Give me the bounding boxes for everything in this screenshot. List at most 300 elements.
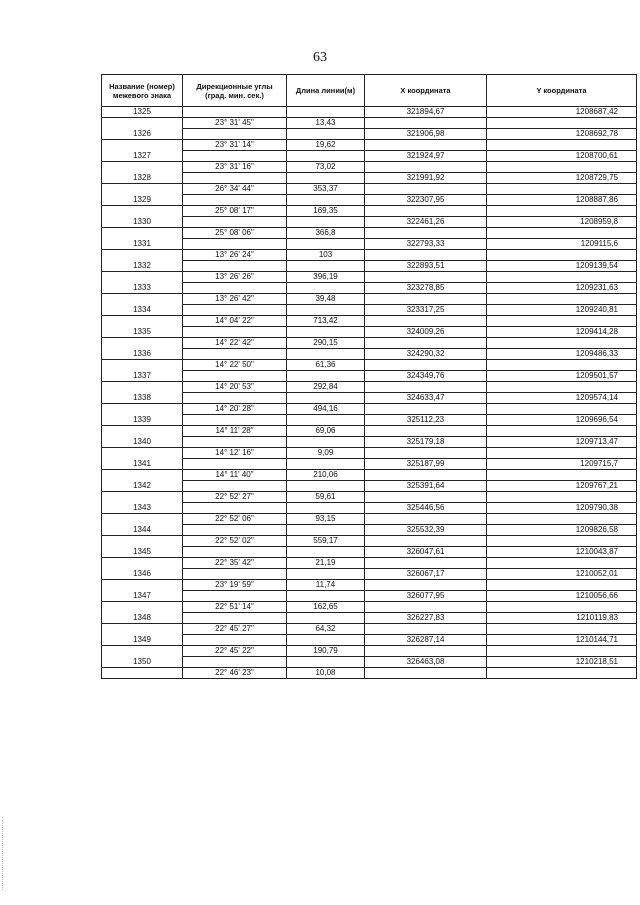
segment-row (102, 338, 637, 349)
direction-angle-cell: 13° 26' 26" (183, 272, 287, 283)
mark-name-cell: 1342 (102, 481, 183, 492)
line-length-cell: 103 (287, 250, 365, 261)
segment-row (102, 514, 637, 525)
empty-cell (102, 404, 183, 415)
x-coordinate-cell: 325179,18 (365, 437, 487, 448)
x-coordinate-cell: 323278,85 (365, 283, 487, 294)
empty-cell (287, 283, 365, 294)
point-row (102, 129, 637, 140)
empty-cell (102, 536, 183, 547)
empty-cell (365, 536, 487, 547)
empty-cell (365, 118, 487, 129)
empty-cell (287, 635, 365, 646)
direction-angle-cell: 14° 04' 22" (183, 316, 287, 327)
y-coordinate-cell: 1210218,51 (487, 657, 637, 668)
mark-name-cell: 1329 (102, 195, 183, 206)
segment-row (102, 140, 637, 151)
line-length-cell: 162,65 (287, 602, 365, 613)
point-row (102, 327, 637, 338)
point-row (102, 151, 637, 162)
segment-row (102, 382, 637, 393)
x-coordinate-cell: 324349,76 (365, 371, 487, 382)
empty-cell (102, 448, 183, 459)
segment-row (102, 228, 637, 239)
empty-cell (183, 371, 287, 382)
empty-cell (487, 118, 637, 129)
point-row (102, 547, 637, 558)
direction-angle-cell: 25° 08' 17" (183, 206, 287, 217)
empty-cell (287, 437, 365, 448)
segment-row (102, 470, 637, 481)
mark-name-cell: 1331 (102, 239, 183, 250)
direction-angle-cell: 22° 45' 27" (183, 624, 287, 635)
mark-name-cell: 1335 (102, 327, 183, 338)
mark-name-cell: 1334 (102, 305, 183, 316)
mark-name-cell: 1344 (102, 525, 183, 536)
empty-cell (365, 558, 487, 569)
x-coordinate-cell: 322307,95 (365, 195, 487, 206)
x-coordinate-cell: 323317,25 (365, 305, 487, 316)
x-coordinate-cell: 326287,14 (365, 635, 487, 646)
empty-cell (102, 624, 183, 635)
mark-name-cell: 1330 (102, 217, 183, 228)
empty-cell (102, 316, 183, 327)
x-coordinate-cell: 326227,83 (365, 613, 487, 624)
empty-cell (183, 393, 287, 404)
empty-cell (102, 228, 183, 239)
empty-cell (487, 536, 637, 547)
line-length-cell: 210,06 (287, 470, 365, 481)
empty-cell (487, 558, 637, 569)
segment-row (102, 426, 637, 437)
y-coordinate-cell: 1209715,7 (487, 459, 637, 470)
empty-cell (102, 184, 183, 195)
empty-cell (183, 459, 287, 470)
empty-cell (287, 569, 365, 580)
point-row (102, 635, 637, 646)
point-row (102, 371, 637, 382)
segment-row (102, 558, 637, 569)
empty-cell (487, 514, 637, 525)
point-row (102, 217, 637, 228)
empty-cell (365, 426, 487, 437)
direction-angle-cell: 22° 45' 22" (183, 646, 287, 657)
empty-cell (287, 415, 365, 426)
direction-angle-cell: 23° 31' 14" (183, 140, 287, 151)
y-coordinate-cell: 1209713,47 (487, 437, 637, 448)
empty-cell (287, 371, 365, 382)
y-coordinate-cell: 1210144,71 (487, 635, 637, 646)
line-length-cell: 39,48 (287, 294, 365, 305)
point-row (102, 437, 637, 448)
line-length-cell: 11,74 (287, 580, 365, 591)
direction-angle-cell: 22° 52' 02" (183, 536, 287, 547)
empty-cell (287, 525, 365, 536)
line-length-cell: 93,15 (287, 514, 365, 525)
empty-cell (365, 470, 487, 481)
x-coordinate-cell: 322461,26 (365, 217, 487, 228)
direction-angle-cell: 22° 46' 23" (183, 668, 287, 679)
segment-row (102, 118, 637, 129)
empty-cell (365, 316, 487, 327)
y-coordinate-cell: 1209231,63 (487, 283, 637, 294)
empty-cell (287, 129, 365, 140)
empty-cell (487, 360, 637, 371)
mark-name-cell: 1347 (102, 591, 183, 602)
line-length-cell: 59,61 (287, 492, 365, 503)
line-length-cell: 713,42 (287, 316, 365, 327)
x-coordinate-cell: 321906,98 (365, 129, 487, 140)
direction-angle-cell: 23° 19' 59" (183, 580, 287, 591)
x-coordinate-cell: 321924,97 (365, 151, 487, 162)
empty-cell (365, 184, 487, 195)
empty-cell (287, 459, 365, 470)
empty-cell (487, 316, 637, 327)
empty-cell (102, 382, 183, 393)
empty-cell (365, 250, 487, 261)
direction-angle-cell: 14° 11' 28" (183, 426, 287, 437)
direction-angle-cell: 25° 08' 06" (183, 228, 287, 239)
empty-cell (183, 481, 287, 492)
direction-angle-cell: 22° 52' 06" (183, 514, 287, 525)
mark-name-cell: 1325 (102, 107, 183, 118)
segment-row (102, 404, 637, 415)
segment-row (102, 184, 637, 195)
point-row (102, 305, 637, 316)
empty-cell (487, 140, 637, 151)
y-coordinate-cell: 1208887,86 (487, 195, 637, 206)
segment-row (102, 668, 637, 679)
empty-cell (365, 206, 487, 217)
line-length-cell: 353,37 (287, 184, 365, 195)
point-row (102, 283, 637, 294)
empty-cell (102, 558, 183, 569)
y-coordinate-cell: 1209414,28 (487, 327, 637, 338)
empty-cell (183, 195, 287, 206)
x-coordinate-cell: 321991,92 (365, 173, 487, 184)
line-length-cell: 69,06 (287, 426, 365, 437)
empty-cell (102, 294, 183, 305)
empty-cell (287, 481, 365, 492)
line-length-cell: 559,17 (287, 536, 365, 547)
empty-cell (487, 404, 637, 415)
mark-name-cell: 1349 (102, 635, 183, 646)
empty-cell (102, 118, 183, 129)
empty-cell (365, 294, 487, 305)
header-direction-angle: Дирекционные углы (град. мин. сек.) (183, 75, 287, 107)
y-coordinate-cell: 1210052,01 (487, 569, 637, 580)
mark-name-cell: 1341 (102, 459, 183, 470)
line-length-cell: 10,08 (287, 668, 365, 679)
y-coordinate-cell: 1209790,38 (487, 503, 637, 514)
empty-cell (365, 492, 487, 503)
empty-cell (287, 173, 365, 184)
empty-cell (183, 261, 287, 272)
y-coordinate-cell: 1209501,57 (487, 371, 637, 382)
empty-cell (487, 470, 637, 481)
line-length-cell: 396,19 (287, 272, 365, 283)
direction-angle-cell: 22° 51' 14" (183, 602, 287, 613)
empty-cell (487, 162, 637, 173)
x-coordinate-cell: 322793,33 (365, 239, 487, 250)
empty-cell (365, 448, 487, 459)
line-length-cell: 73,02 (287, 162, 365, 173)
margin-scan-marks (2, 820, 5, 890)
empty-cell (365, 162, 487, 173)
page-number: 63 (313, 50, 327, 65)
empty-cell (365, 338, 487, 349)
point-row (102, 173, 637, 184)
empty-cell (102, 646, 183, 657)
x-coordinate-cell: 322893,51 (365, 261, 487, 272)
y-coordinate-cell: 1210119,83 (487, 613, 637, 624)
y-coordinate-cell: 1210043,87 (487, 547, 637, 558)
direction-angle-cell: 13° 26' 42" (183, 294, 287, 305)
y-coordinate-cell: 1209486,33 (487, 349, 637, 360)
empty-cell (487, 250, 637, 261)
empty-cell (365, 140, 487, 151)
empty-cell (183, 613, 287, 624)
empty-cell (365, 668, 487, 679)
empty-cell (365, 602, 487, 613)
segment-row (102, 162, 637, 173)
mark-name-cell: 1336 (102, 349, 183, 360)
y-coordinate-cell: 1209115,6 (487, 239, 637, 250)
empty-cell (487, 580, 637, 591)
mark-name-cell: 1345 (102, 547, 183, 558)
empty-cell (487, 426, 637, 437)
segment-row (102, 624, 637, 635)
segment-row (102, 448, 637, 459)
table-header-row (102, 75, 637, 107)
direction-angle-cell: 14° 11' 40" (183, 470, 287, 481)
empty-cell (183, 217, 287, 228)
empty-cell (102, 140, 183, 151)
empty-cell (487, 492, 637, 503)
x-coordinate-cell: 325187,99 (365, 459, 487, 470)
direction-angle-cell: 13° 26' 24" (183, 250, 287, 261)
empty-cell (183, 239, 287, 250)
point-row (102, 613, 637, 624)
y-coordinate-cell: 1208687,42 (487, 107, 637, 118)
empty-cell (102, 668, 183, 679)
y-coordinate-cell: 1209240,81 (487, 305, 637, 316)
segment-row (102, 316, 637, 327)
x-coordinate-cell: 325391,64 (365, 481, 487, 492)
x-coordinate-cell: 324290,32 (365, 349, 487, 360)
y-coordinate-cell: 1209826,58 (487, 525, 637, 536)
empty-cell (102, 272, 183, 283)
line-length-cell: 64,32 (287, 624, 365, 635)
point-row (102, 415, 637, 426)
empty-cell (287, 547, 365, 558)
direction-angle-cell: 22° 35' 42" (183, 558, 287, 569)
empty-cell (183, 327, 287, 338)
empty-cell (102, 426, 183, 437)
empty-cell (487, 668, 637, 679)
empty-cell (487, 272, 637, 283)
empty-cell (102, 250, 183, 261)
empty-cell (287, 327, 365, 338)
empty-cell (287, 305, 365, 316)
segment-row (102, 272, 637, 283)
empty-cell (487, 184, 637, 195)
empty-cell (102, 338, 183, 349)
mark-name-cell: 1343 (102, 503, 183, 514)
segment-row (102, 492, 637, 503)
point-row (102, 239, 637, 250)
empty-cell (287, 217, 365, 228)
empty-cell (102, 206, 183, 217)
empty-cell (183, 657, 287, 668)
empty-cell (183, 173, 287, 184)
point-row (102, 393, 637, 404)
line-length-cell: 169,35 (287, 206, 365, 217)
point-row (102, 481, 637, 492)
mark-name-cell: 1333 (102, 283, 183, 294)
line-length-cell: 61,36 (287, 360, 365, 371)
empty-cell (365, 624, 487, 635)
x-coordinate-cell: 325446,56 (365, 503, 487, 514)
point-row (102, 503, 637, 514)
segment-row (102, 294, 637, 305)
empty-cell (487, 646, 637, 657)
header-y-coordinate: Y координата (487, 75, 637, 107)
empty-cell (287, 503, 365, 514)
empty-cell (102, 580, 183, 591)
segment-row (102, 646, 637, 657)
empty-cell (183, 305, 287, 316)
y-coordinate-cell: 1209139,54 (487, 261, 637, 272)
empty-cell (183, 591, 287, 602)
y-coordinate-cell: 1209574,14 (487, 393, 637, 404)
segment-row (102, 360, 637, 371)
direction-angle-cell: 23° 31' 16" (183, 162, 287, 173)
empty-cell (183, 547, 287, 558)
empty-cell (487, 206, 637, 217)
empty-cell (487, 228, 637, 239)
empty-cell (287, 195, 365, 206)
line-length-cell: 21,19 (287, 558, 365, 569)
mark-name-cell: 1339 (102, 415, 183, 426)
line-length-cell: 9,09 (287, 448, 365, 459)
line-length-cell: 292,84 (287, 382, 365, 393)
direction-angle-cell: 14° 12' 16" (183, 448, 287, 459)
empty-cell (102, 514, 183, 525)
point-row (102, 569, 637, 580)
empty-cell (102, 162, 183, 173)
y-coordinate-cell: 1208692,78 (487, 129, 637, 140)
empty-cell (183, 349, 287, 360)
line-length-cell: 19,62 (287, 140, 365, 151)
point-row (102, 195, 637, 206)
empty-cell (183, 437, 287, 448)
line-length-cell: 366,8 (287, 228, 365, 239)
empty-cell (102, 360, 183, 371)
empty-cell (487, 624, 637, 635)
empty-cell (287, 349, 365, 360)
direction-angle-cell: 14° 22' 42" (183, 338, 287, 349)
direction-angle-cell: 22° 52' 27" (183, 492, 287, 503)
header-line-length: Длина линии(м) (287, 75, 365, 107)
empty-cell (487, 448, 637, 459)
header-mark-name: Название (номер) межевого знака (102, 75, 183, 107)
empty-cell (365, 382, 487, 393)
empty-cell (365, 360, 487, 371)
x-coordinate-cell: 321894,67 (365, 107, 487, 118)
point-row (102, 459, 637, 470)
point-row (102, 591, 637, 602)
empty-cell (287, 261, 365, 272)
segment-row (102, 602, 637, 613)
empty-cell (365, 646, 487, 657)
y-coordinate-cell: 1208959,8 (487, 217, 637, 228)
empty-cell (287, 393, 365, 404)
empty-cell (183, 283, 287, 294)
empty-cell (365, 404, 487, 415)
empty-cell (183, 569, 287, 580)
mark-name-cell: 1337 (102, 371, 183, 382)
point-row (102, 261, 637, 272)
y-coordinate-cell: 1209696,54 (487, 415, 637, 426)
mark-name-cell: 1332 (102, 261, 183, 272)
empty-cell (183, 107, 287, 118)
empty-cell (183, 415, 287, 426)
segment-row (102, 206, 637, 217)
mark-name-cell: 1346 (102, 569, 183, 580)
empty-cell (102, 492, 183, 503)
empty-cell (102, 470, 183, 481)
point-row (102, 349, 637, 360)
empty-cell (183, 129, 287, 140)
mark-name-cell: 1328 (102, 173, 183, 184)
mark-name-cell: 1340 (102, 437, 183, 448)
y-coordinate-cell: 1210056,66 (487, 591, 637, 602)
empty-cell (183, 503, 287, 514)
table-body (102, 107, 637, 679)
empty-cell (287, 239, 365, 250)
mark-name-cell: 1348 (102, 613, 183, 624)
direction-angle-cell: 23° 31' 45" (183, 118, 287, 129)
empty-cell (365, 272, 487, 283)
x-coordinate-cell: 326067,17 (365, 569, 487, 580)
empty-cell (102, 602, 183, 613)
mark-name-cell: 1327 (102, 151, 183, 162)
x-coordinate-cell: 326463,08 (365, 657, 487, 668)
x-coordinate-cell: 326077,95 (365, 591, 487, 602)
direction-angle-cell: 26° 34' 44" (183, 184, 287, 195)
x-coordinate-cell: 326047,61 (365, 547, 487, 558)
empty-cell (183, 525, 287, 536)
header-x-coordinate: X координата (365, 75, 487, 107)
line-length-cell: 13,43 (287, 118, 365, 129)
empty-cell (183, 635, 287, 646)
y-coordinate-cell: 1208700,61 (487, 151, 637, 162)
point-row (102, 525, 637, 536)
empty-cell (287, 151, 365, 162)
segment-row (102, 536, 637, 547)
empty-cell (365, 580, 487, 591)
empty-cell (365, 228, 487, 239)
boundary-marks-table (101, 74, 637, 679)
empty-cell (487, 338, 637, 349)
segment-row (102, 250, 637, 261)
empty-cell (287, 107, 365, 118)
y-coordinate-cell: 1209767,21 (487, 481, 637, 492)
x-coordinate-cell: 324633,47 (365, 393, 487, 404)
segment-row (102, 580, 637, 591)
line-length-cell: 290,15 (287, 338, 365, 349)
